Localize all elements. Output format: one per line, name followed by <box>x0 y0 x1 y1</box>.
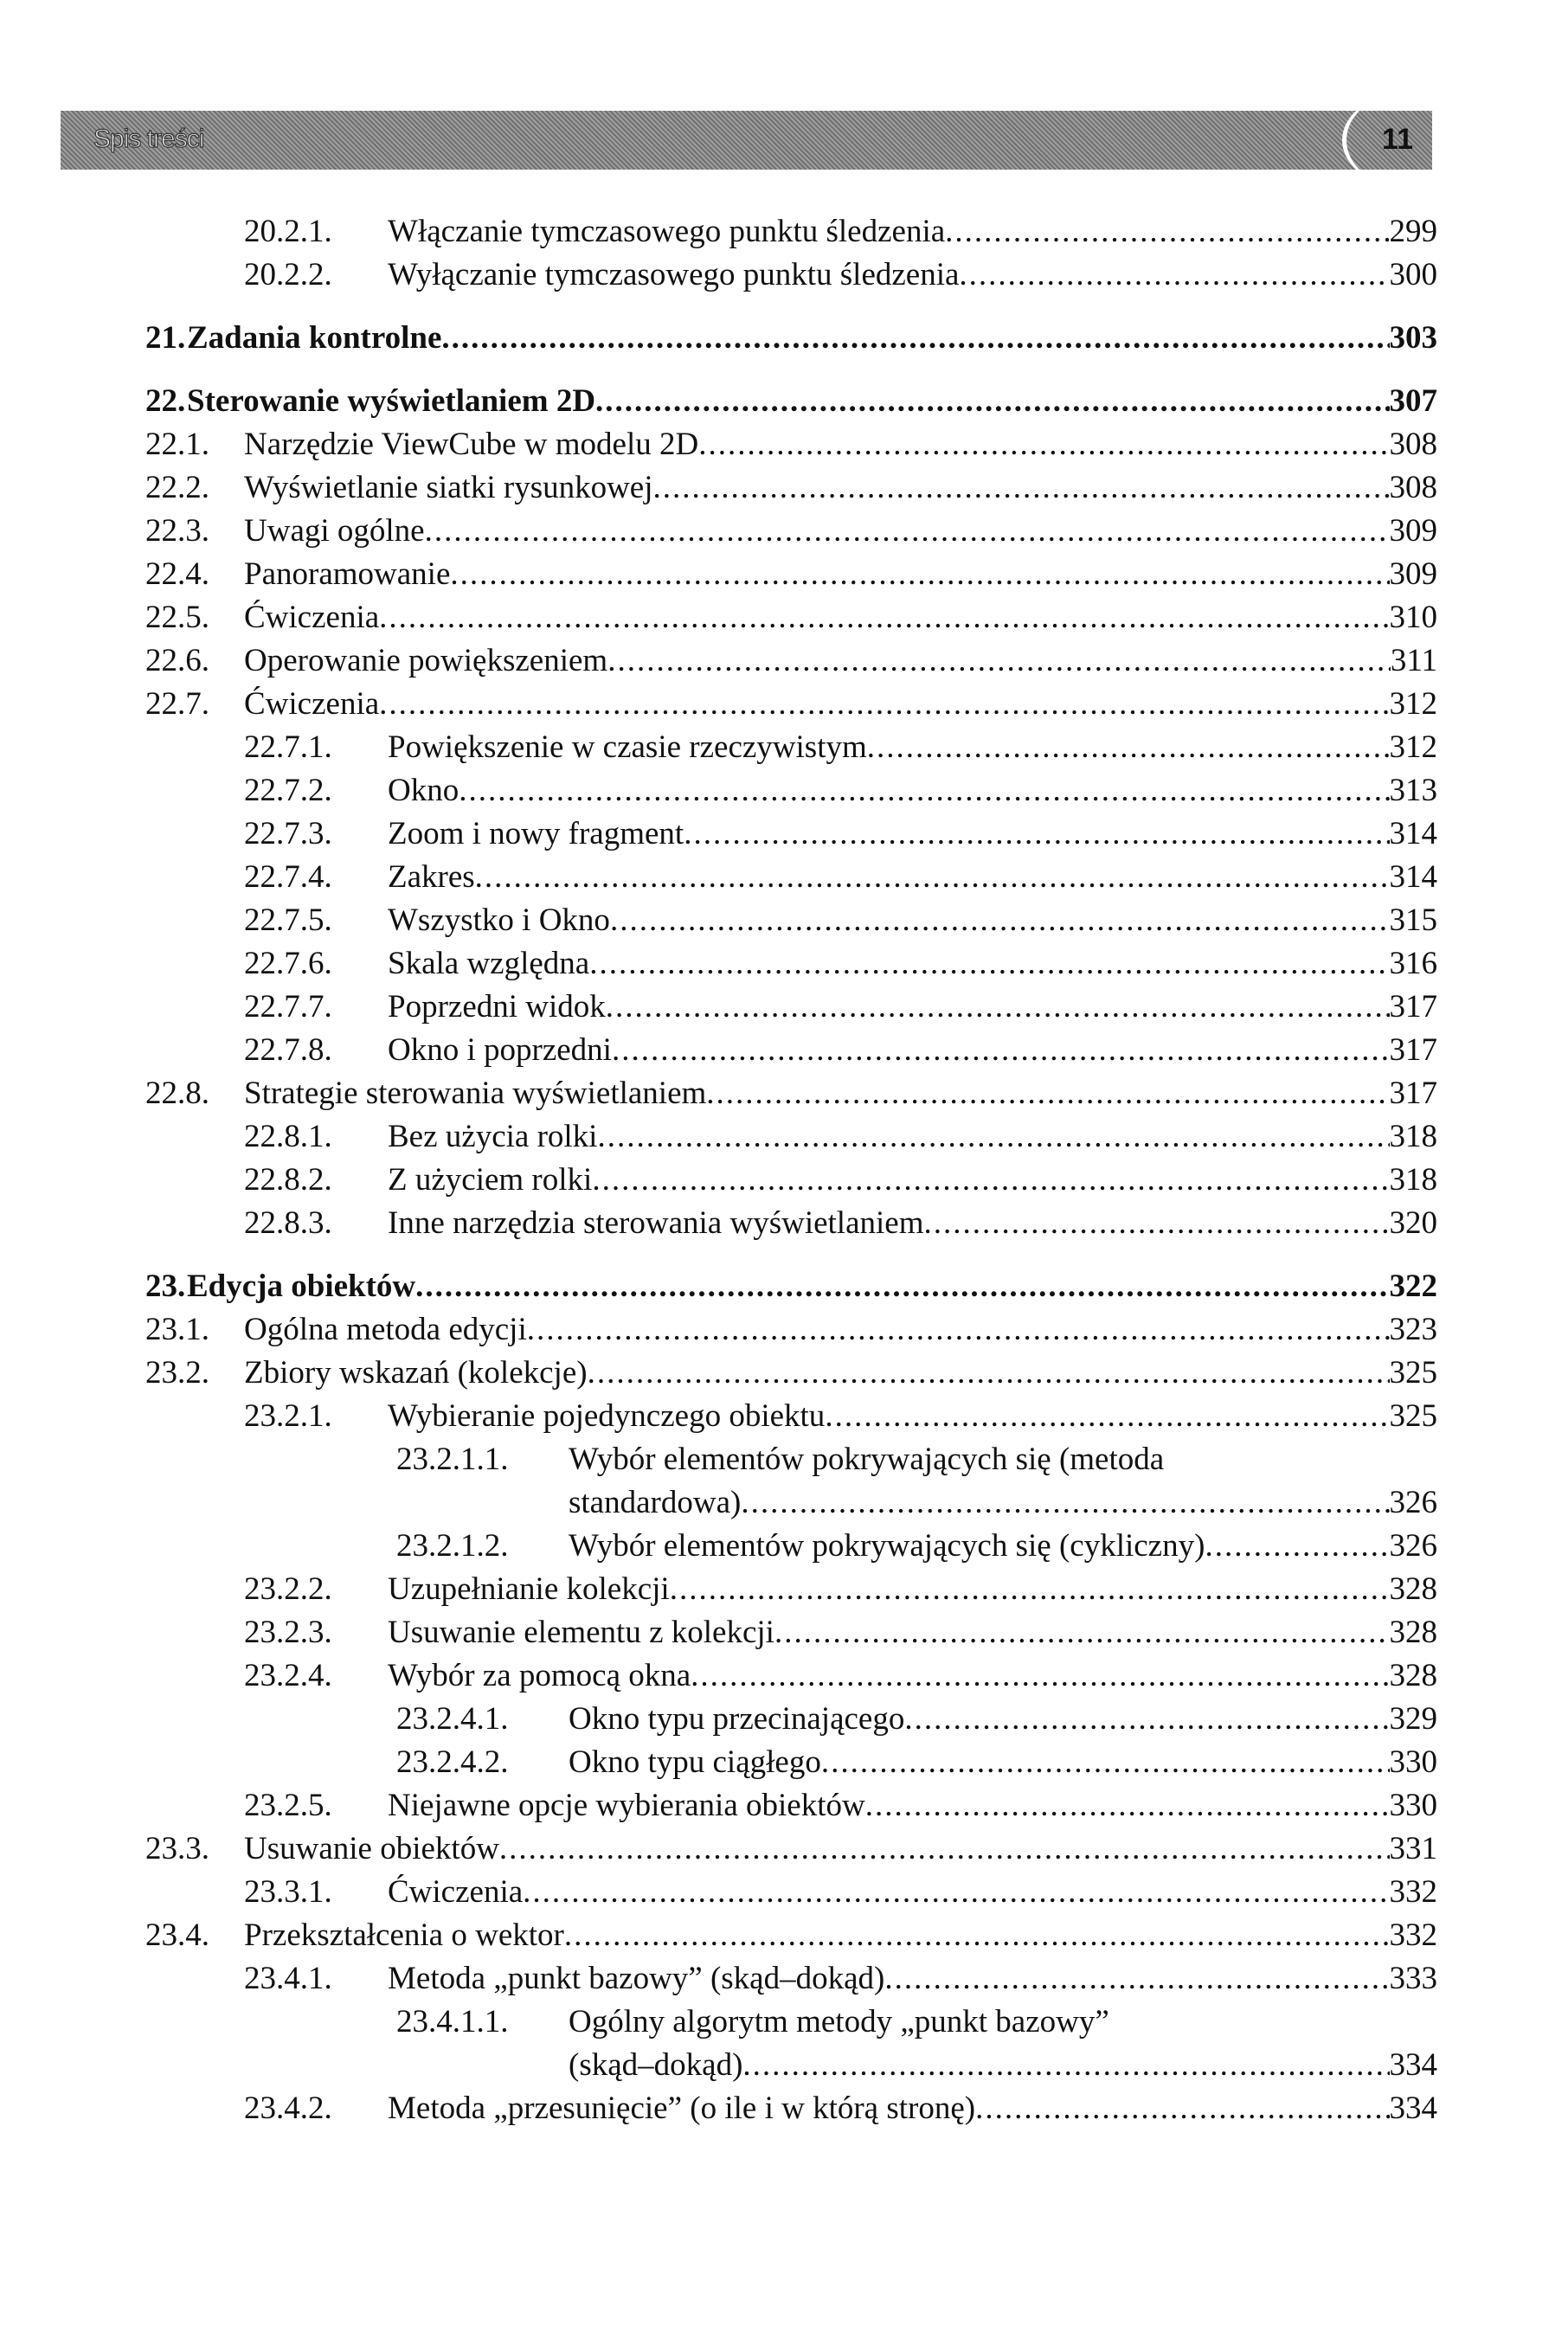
entry-title-line <box>388 1654 1437 1698</box>
toc-entry <box>0 1438 1568 1481</box>
entry-page-number: 307 <box>1389 383 1437 419</box>
toc-entry <box>0 1784 1568 1827</box>
entry-title-line <box>388 210 1437 254</box>
entry-page-number: 308 <box>1389 470 1437 505</box>
dot-leader <box>670 1568 1390 1611</box>
entry-number: 22.8. <box>145 1076 209 1111</box>
entry-number: 22.7.3. <box>244 816 332 851</box>
entry-page-number: 329 <box>1389 1701 1437 1737</box>
entry-title: Metoda „przesunięcie” (o ile i w którą stronę) <box>388 2091 976 2126</box>
entry-page-number: 316 <box>1389 946 1437 981</box>
toc-entry <box>0 1698 1568 1741</box>
dot-leader <box>450 553 1389 596</box>
entry-number: 20.2.2. <box>244 257 332 292</box>
dot-leader <box>742 2044 1389 2087</box>
toc-entry <box>0 1654 1568 1698</box>
entry-title: Ogólny algorytm metody „punkt bazowy” <box>569 2004 1109 2039</box>
entry-page-number: 322 <box>1389 1269 1437 1304</box>
entry-title-line <box>388 1957 1437 2001</box>
entry-number: 20.2.1. <box>244 214 332 249</box>
entry-number: 22.5. <box>145 600 209 635</box>
entry-page-number: 309 <box>1389 513 1437 549</box>
entry-number: 23.3. <box>145 1831 209 1866</box>
entry-title: Uwagi ogólne <box>244 513 425 549</box>
toc-entry <box>0 942 1568 986</box>
toc-entry <box>0 254 1568 297</box>
entry-title-line <box>244 1827 1437 1871</box>
entry-title: Sterowanie wyświetlaniem 2D <box>187 383 596 419</box>
dot-leader <box>865 1784 1390 1827</box>
entry-title-line <box>244 553 1437 596</box>
entry-title: standardowa) <box>569 1485 742 1520</box>
dot-leader <box>1205 1525 1389 1568</box>
entry-title: Zakres <box>388 859 475 895</box>
dot-leader <box>475 856 1390 899</box>
entry-page-number: 314 <box>1389 859 1437 895</box>
page-number: 11 <box>1382 123 1413 156</box>
entry-title-line <box>388 1871 1437 1914</box>
toc-entry <box>0 1914 1568 1957</box>
entry-title: Uzupełnianie kolekcji <box>388 1571 670 1607</box>
entry-number: 23.4.1. <box>244 1961 332 1996</box>
toc-entry <box>0 423 1568 466</box>
entry-title-line <box>388 1568 1437 1611</box>
entry-title-line <box>187 380 1437 423</box>
entry-title-line <box>244 466 1437 510</box>
entry-title-line <box>244 510 1437 553</box>
dot-leader <box>415 1265 1389 1308</box>
entry-title: Wyłączanie tymczasowego punktu śledzenia <box>388 257 960 292</box>
entry-title: Zoom i nowy fragment <box>388 816 684 851</box>
entry-title: Wybieranie pojedynczego obiektu <box>388 1398 826 1434</box>
toc-entry <box>0 596 1568 639</box>
entry-title: Okno i poprzedni <box>388 1032 612 1068</box>
entry-title: Zadania kontrolne <box>187 320 442 356</box>
entry-title: Operowanie powiększeniem <box>244 643 608 678</box>
header-title: Spis treści <box>93 125 204 153</box>
toc-entry <box>0 1029 1568 1072</box>
toc-entry <box>0 1525 1568 1568</box>
entry-number: 23.4. <box>145 1917 209 1953</box>
dot-leader <box>595 380 1389 423</box>
entry-number: 23.2.5. <box>244 1788 332 1823</box>
entry-title-line <box>244 1072 1437 1115</box>
entry-title-line <box>244 1914 1437 1957</box>
entry-page-number: 299 <box>1389 214 1437 249</box>
entry-title-line <box>569 1481 1437 1525</box>
entry-page-number: 331 <box>1389 1831 1437 1866</box>
entry-title: Edycja obiektów <box>187 1269 416 1304</box>
toc-entry <box>0 856 1568 899</box>
entry-title: Skala względna <box>388 946 590 981</box>
entry-title-line <box>244 1352 1437 1395</box>
entry-title-line <box>388 813 1437 856</box>
entry-page-number: 334 <box>1389 2047 1437 2083</box>
entry-title: Z użyciem rolki <box>388 1162 593 1198</box>
entry-title: Metoda „punkt bazowy” (skąd–dokąd) <box>388 1961 885 1996</box>
entry-number: 22.8.3. <box>244 1205 332 1241</box>
entry-number: 22.7.6. <box>244 946 332 981</box>
toc-entry <box>0 1957 1568 2001</box>
entry-title: Ćwiczenia <box>388 1874 524 1910</box>
entry-title-line <box>388 254 1437 297</box>
running-header <box>61 111 1432 170</box>
dot-leader <box>904 1698 1389 1741</box>
table-of-contents <box>0 210 1568 2130</box>
entry-title: Panoramowanie <box>244 556 451 592</box>
entry-title-line <box>388 986 1437 1029</box>
toc-entry <box>0 726 1568 769</box>
toc-entry <box>0 553 1568 596</box>
entry-title-line <box>244 683 1437 726</box>
entry-page-number: 334 <box>1389 2091 1437 2126</box>
dot-leader <box>821 1741 1390 1784</box>
entry-number: 22.8.2. <box>244 1162 332 1198</box>
entry-page-number: 312 <box>1389 686 1437 722</box>
entry-number: 23. <box>145 1269 186 1304</box>
entry-page-number: 326 <box>1389 1528 1437 1564</box>
entry-page-number: 328 <box>1389 1658 1437 1693</box>
entry-page-number: 325 <box>1389 1355 1437 1391</box>
entry-title-line <box>388 1115 1437 1159</box>
toc-entry <box>0 466 1568 510</box>
dot-leader <box>691 1654 1389 1698</box>
entry-title: Narzędzie ViewCube w modelu 2D <box>244 427 699 462</box>
entry-title-line <box>569 2001 1109 2044</box>
entry-title-line <box>569 1741 1437 1784</box>
dot-leader <box>589 942 1389 986</box>
toc-entry <box>0 1481 1568 1525</box>
entry-title: Wyświetlanie siatki rysunkowej <box>244 470 653 505</box>
toc-entry <box>0 2001 1568 2044</box>
dot-leader <box>527 1308 1390 1352</box>
entry-page-number: 312 <box>1389 729 1437 765</box>
dot-leader <box>825 1395 1389 1438</box>
toc-entry <box>0 986 1568 1029</box>
entry-number: 21. <box>145 320 186 356</box>
entry-page-number: 332 <box>1389 1917 1437 1953</box>
entry-title: Poprzedni widok <box>388 989 606 1025</box>
entry-page-number: 317 <box>1389 989 1437 1025</box>
dot-leader <box>945 210 1389 254</box>
toc-entry <box>0 1072 1568 1115</box>
entry-title: Inne narzędzia sterowania wyświetlaniem <box>388 1205 924 1241</box>
entry-title: Bez użycia rolki <box>388 1119 598 1154</box>
entry-page-number: 323 <box>1389 1312 1437 1347</box>
toc-entry <box>0 510 1568 553</box>
entry-title-line <box>388 769 1437 813</box>
entry-page-number: 317 <box>1389 1032 1437 1068</box>
dot-leader <box>523 1871 1389 1914</box>
dot-leader <box>610 899 1390 942</box>
toc-entry <box>0 899 1568 942</box>
entry-number: 23.2.1.2. <box>396 1528 509 1564</box>
entry-number: 23.2.3. <box>244 1615 332 1650</box>
entry-number: 22.1. <box>145 427 209 462</box>
entry-title: Ćwiczenia <box>244 686 380 722</box>
entry-title-line <box>244 423 1437 466</box>
entry-title-line <box>388 1784 1437 1827</box>
entry-title-line <box>244 596 1437 639</box>
dot-leader <box>684 813 1389 856</box>
toc-entry <box>0 1202 1568 1245</box>
entry-title-line <box>388 726 1437 769</box>
page-number-badge <box>1337 111 1432 170</box>
entry-number: 23.2.2. <box>244 1571 332 1607</box>
toc-entry <box>0 769 1568 813</box>
entry-number: 22.4. <box>145 556 209 592</box>
entry-number: 22.2. <box>145 470 209 505</box>
entry-title-line <box>388 1611 1437 1654</box>
entry-page-number: 328 <box>1389 1615 1437 1650</box>
entry-title: Przekształcenia o wektor <box>244 1917 564 1953</box>
dot-leader <box>564 1914 1390 1957</box>
entry-title-line <box>388 1029 1437 1072</box>
entry-title-line <box>187 1265 1437 1308</box>
entry-page-number: 320 <box>1389 1205 1437 1241</box>
toc-entry <box>0 639 1568 683</box>
entry-title-line <box>569 1525 1437 1568</box>
entry-page-number: 330 <box>1389 1744 1437 1780</box>
toc-entry <box>0 683 1568 726</box>
entry-title-line <box>388 1159 1437 1202</box>
entry-page-number: 303 <box>1389 320 1437 356</box>
toc-entry <box>0 1352 1568 1395</box>
entry-number: 23.2.4.1. <box>396 1701 509 1737</box>
entry-title: Powiększenie w czasie rzeczywistym <box>388 729 867 765</box>
entry-title: Ogólna metoda edycji <box>244 1312 527 1347</box>
toc-entry <box>0 2044 1568 2087</box>
entry-number: 22.7.7. <box>244 989 332 1025</box>
entry-page-number: 328 <box>1389 1571 1437 1607</box>
entry-title: Wszystko i Okno <box>388 903 610 938</box>
entry-title-line <box>244 1308 1437 1352</box>
entry-title: Usuwanie obiektów <box>244 1831 499 1866</box>
toc-entry <box>0 1308 1568 1352</box>
entry-page-number: 310 <box>1389 600 1437 635</box>
entry-title-line <box>569 2044 1437 2087</box>
entry-page-number: 318 <box>1389 1119 1437 1154</box>
toc-entry <box>0 1871 1568 1914</box>
entry-number: 23.3.1. <box>244 1874 332 1910</box>
entry-number: 22.8.1. <box>244 1119 332 1154</box>
dot-leader <box>592 1159 1389 1202</box>
dot-leader <box>612 1029 1390 1072</box>
toc-entry <box>0 210 1568 254</box>
dot-leader <box>698 423 1389 466</box>
toc-chapter-entry <box>0 380 1568 423</box>
dot-leader <box>923 1202 1389 1245</box>
dot-leader <box>607 639 1391 683</box>
entry-page-number: 330 <box>1389 1788 1437 1823</box>
entry-title-line <box>388 2087 1437 2130</box>
entry-number: 22.7. <box>145 686 209 722</box>
dot-leader <box>379 683 1389 726</box>
entry-number: 22.7.2. <box>244 773 332 808</box>
entry-page-number: 315 <box>1389 903 1437 938</box>
entry-title: Okno <box>388 773 459 808</box>
toc-entry <box>0 1611 1568 1654</box>
entry-number: 22.3. <box>145 513 209 549</box>
entry-page-number: 309 <box>1389 556 1437 592</box>
entry-number: 23.2.4. <box>244 1658 332 1693</box>
entry-title-line <box>388 942 1437 986</box>
toc-entry <box>0 2087 1568 2130</box>
dot-leader <box>459 769 1389 813</box>
entry-title: Okno typu ciągłego <box>569 1744 821 1780</box>
entry-number: 23.2.1. <box>244 1398 332 1434</box>
entry-title: Wybór za pomocą okna <box>388 1658 691 1693</box>
entry-number: 23.2.1.1. <box>396 1442 509 1477</box>
toc-chapter-entry <box>0 1265 1568 1308</box>
toc-entry <box>0 1741 1568 1784</box>
toc-entry <box>0 1159 1568 1202</box>
entry-title-line <box>388 899 1437 942</box>
entry-number: 23.4.1.1. <box>396 2004 509 2039</box>
dot-leader <box>441 317 1389 360</box>
entry-title: Usuwanie elementu z kolekcji <box>388 1615 774 1650</box>
entry-title: Włączanie tymczasowego punktu śledzenia <box>388 214 946 249</box>
dot-leader <box>706 1072 1389 1115</box>
dot-leader <box>588 1352 1390 1395</box>
entry-page-number: 308 <box>1389 427 1437 462</box>
entry-number: 22.6. <box>145 643 209 678</box>
entry-page-number: 313 <box>1389 773 1437 808</box>
dot-leader <box>741 1481 1389 1525</box>
entry-title: Ćwiczenia <box>244 600 380 635</box>
entry-title: Niejawne opcje wybierania obiektów <box>388 1788 865 1823</box>
toc-entry <box>0 1827 1568 1871</box>
entry-number: 23.2. <box>145 1355 209 1391</box>
toc-entry <box>0 1568 1568 1611</box>
dot-leader <box>499 1827 1390 1871</box>
entry-number: 22.7.8. <box>244 1032 332 1068</box>
entry-page-number: 332 <box>1389 1874 1437 1910</box>
entry-title-line <box>569 1698 1437 1741</box>
entry-page-number: 317 <box>1389 1076 1437 1111</box>
dot-leader <box>606 986 1390 1029</box>
entry-page-number: 326 <box>1389 1485 1437 1520</box>
entry-title-line <box>388 1395 1437 1438</box>
toc-chapter-entry <box>0 317 1568 360</box>
dot-leader <box>867 726 1390 769</box>
entry-page-number: 318 <box>1389 1162 1437 1198</box>
entry-title: Zbiory wskazań (kolekcje) <box>244 1355 588 1391</box>
dot-leader <box>379 596 1389 639</box>
entry-number: 22.7.5. <box>244 903 332 938</box>
dot-leader <box>774 1611 1390 1654</box>
entry-title: (skąd–dokąd) <box>569 2047 743 2083</box>
dot-leader <box>597 1115 1389 1159</box>
toc-entry <box>0 1115 1568 1159</box>
dot-leader <box>975 2087 1389 2130</box>
entry-title-line <box>388 1202 1437 1245</box>
entry-page-number: 314 <box>1389 816 1437 851</box>
entry-page-number: 333 <box>1389 1961 1437 1996</box>
dot-leader <box>425 510 1390 553</box>
entry-number: 23.2.4.2. <box>396 1744 509 1780</box>
toc-entry <box>0 813 1568 856</box>
entry-number: 22.7.4. <box>244 859 332 895</box>
toc-entry <box>0 1395 1568 1438</box>
dot-leader <box>884 1957 1389 2001</box>
entry-page-number: 300 <box>1389 257 1437 292</box>
dot-leader <box>653 466 1390 510</box>
entry-title-line <box>569 1438 1164 1481</box>
dot-leader <box>959 254 1389 297</box>
entry-title: Wybór elementów pokrywających się (metoda <box>569 1442 1165 1477</box>
entry-title: Strategie sterowania wyświetlaniem <box>244 1076 707 1111</box>
entry-number: 23.1. <box>145 1312 209 1347</box>
entry-title-line <box>187 317 1437 360</box>
entry-page-number: 311 <box>1390 643 1437 678</box>
entry-title: Wybór elementów pokrywających się (cykliczny) <box>569 1528 1205 1564</box>
entry-number: 23.4.2. <box>244 2091 332 2126</box>
entry-number: 22. <box>145 383 186 419</box>
entry-title-line <box>388 856 1437 899</box>
entry-title-line <box>244 639 1437 683</box>
entry-number: 22.7.1. <box>244 729 332 765</box>
entry-title: Okno typu przecinającego <box>569 1701 905 1737</box>
entry-page-number: 325 <box>1389 1398 1437 1434</box>
